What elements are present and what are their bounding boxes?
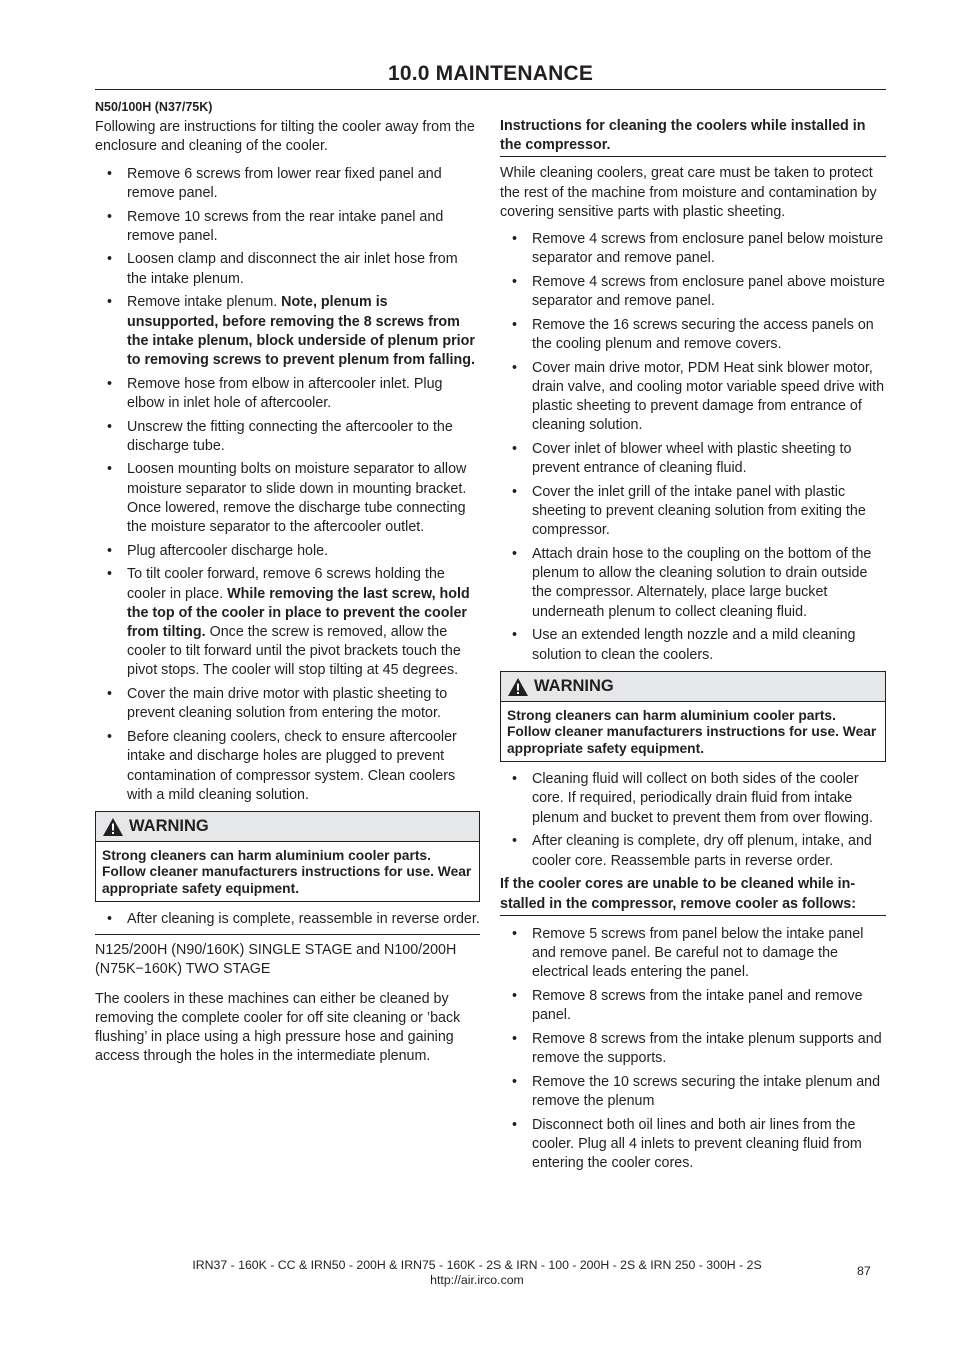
- list-item-text: To tilt cooler forward, remove 6 screws holding the cooler in place.: [127, 566, 445, 602]
- outro-paragraph: The coolers in these machines can either be cleaned by removing the complete cooler for off site cleaning or ’back flushing’ in place using a high pressure hose and gaining access through the holes in the intermediate plenum.: [95, 990, 461, 1065]
- list-item: • After cleaning is complete, dry off plenum, intake, and cooler core. Reassemble parts in reverse order.: [500, 832, 886, 870]
- warning-header: [96, 812, 479, 842]
- plenum-note: Note, plenum is unsupported, before removing the 8 screws from the intake plenum, block underside of plenum prior to removing screws to prevent plenum from falling.: [127, 294, 475, 368]
- page-title: 10.0 MAINTENANCE: [95, 62, 886, 90]
- list-item: • Disconnect both oil lines and both air lines from the cooler. Plug all 4 inlets to prevent cleaning fluid from entering the cooler cores.: [500, 1116, 886, 1174]
- page-number: 87: [857, 1264, 871, 1278]
- list-item: • Plug aftercooler discharge hole.: [95, 542, 480, 561]
- list-item: • Loosen mounting bolts on moisture separator to allow moisture separator to slide down in mounting bracket. Once lowered, remove the discharge tube connecting the moisture separator to the aftercooler outlet.: [95, 460, 480, 537]
- list-item: • Remove 10 screws from the rear intake panel and remove panel.: [95, 208, 480, 246]
- warning-box: [95, 811, 480, 903]
- tilt-caution: While removing the last screw, hold the top of the cooler in place to prevent the cooler from tilting.: [127, 585, 470, 641]
- list-item: • Before cleaning coolers, check to ensure aftercooler intake and discharge holes are plugged to prevent contamination of compressor system. Clean coolers with a mild cleaning solution.: [95, 728, 480, 805]
- list-item-text: Once the screw is removed, allow the cooler to tilt forward until the pivot brackets touch the pivot stops. The cooler will stop tilting at 45 degrees.: [127, 624, 461, 679]
- instruction-list: [500, 230, 886, 665]
- instruction-list: [500, 925, 886, 1173]
- list-item: • Remove the 16 screws securing the access panels on the cooling plenum and remove covers.: [500, 316, 886, 354]
- list-item: • Cover main drive motor, PDM Heat sink blower motor, drain valve, and cooling motor variable speed drive with plastic sheeting to prevent damage from entrance of cleaning solution.: [500, 359, 886, 436]
- list-item: • Remove the 10 screws securing the intake plenum and remove the plenum: [500, 1073, 886, 1111]
- instruction-list: [95, 910, 480, 929]
- footer-url[interactable]: http://air.irco.com: [430, 1273, 524, 1287]
- list-item: • Use an extended length nozzle and a mild cleaning solution to clean the coolers.: [500, 626, 886, 664]
- warning-text: Strong cleaners can harm aluminium cooler parts. Follow cleaner manufacturers instructions for use. Wear appropriate safety equipment.: [102, 847, 472, 896]
- section-heading: Instructions for cleaning the coolers while installed in the compressor.: [500, 117, 886, 157]
- warning-text: Strong cleaners can harm aluminium cooler parts. Follow cleaner manufacturers instructions for use. Wear appropriate safety equipment.: [507, 707, 877, 756]
- footer-models: IRN37 - 160K - CC & IRN50 - 200H & IRN75 - 160K - 2S & IRN - 100 - 200H - 2S & IRN 250 - 300H - 2S: [192, 1258, 762, 1272]
- list-item: • After cleaning is complete, reassemble in reverse order.: [95, 910, 480, 929]
- warning-header: [501, 672, 885, 702]
- list-item: • Remove 8 screws from the intake panel and remove panel.: [500, 987, 886, 1025]
- warning-triangle-icon: [102, 817, 124, 837]
- intro-paragraph: While cleaning coolers, great care must be taken to protect the rest of the machine from moisture and contamination by covering sensitive parts with plastic sheeting.: [500, 165, 877, 220]
- intro-paragraph: Following are instructions for tilting the cooler away from the enclosure and cleaning of the cooler.: [95, 119, 475, 155]
- section-heading: N50/100H (N37/75K): [95, 100, 213, 114]
- list-item: [95, 565, 480, 680]
- warning-label: WARNING: [129, 817, 209, 836]
- models-subheading: N125/200H (N90/160K) SINGLE STAGE and N100/200H (N75K−160K) TWO STAGE: [95, 934, 480, 979]
- left-column: [95, 98, 480, 1066]
- list-item: • Remove 4 screws from enclosure panel below moisture separator and remove panel.: [500, 230, 886, 268]
- list-item-text: Remove intake plenum.: [127, 294, 282, 311]
- list-item: • Cover the inlet grill of the intake panel with plastic sheeting to prevent cleaning solution from exiting the compressor.: [500, 483, 886, 541]
- list-item: • Remove 4 screws from enclosure panel above moisture separator and remove panel.: [500, 273, 886, 311]
- section-heading: If the cooler cores are unable to be cleaned while in-stalled in the compressor, remove cooler as follows:: [500, 875, 886, 915]
- list-item: • Cover the main drive motor with plastic sheeting to prevent cleaning solution from entering the motor.: [95, 685, 480, 723]
- list-item: • Remove 5 screws from panel below the intake panel and remove panel. Be careful not to damage the electrical leads entering the panel.: [500, 925, 886, 983]
- list-item: • Remove 8 screws from the intake plenum supports and remove the supports.: [500, 1030, 886, 1068]
- list-item: • Remove hose from elbow in aftercooler inlet. Plug elbow in inlet hole of aftercooler.: [95, 375, 480, 413]
- warning-label: WARNING: [534, 677, 614, 696]
- list-item: • Attach drain hose to the coupling on the bottom of the plenum to allow the cleaning solution to drain outside the compressor. Alternately, place large bucket underneath plenum to collect cleaning fluid.: [500, 545, 886, 622]
- warning-triangle-icon: [507, 677, 529, 697]
- warning-box: [500, 671, 886, 763]
- list-item: • Unscrew the fitting connecting the aftercooler to the discharge tube.: [95, 418, 480, 456]
- list-item: • Cleaning fluid will collect on both sides of the cooler core. If required, periodically drain fluid from intake plenum and bucket to prevent them from over flowing.: [500, 770, 886, 828]
- instruction-list: [95, 165, 480, 805]
- list-item: [95, 293, 480, 370]
- list-item: • Cover inlet of blower wheel with plastic sheeting to prevent entrance of cleaning fluid.: [500, 440, 886, 478]
- list-item: • Remove 6 screws from lower rear fixed panel and remove panel.: [95, 165, 480, 203]
- instruction-list: [500, 770, 886, 871]
- right-column: [500, 117, 886, 1178]
- list-item: • Loosen clamp and disconnect the air inlet hose from the intake plenum.: [95, 250, 480, 288]
